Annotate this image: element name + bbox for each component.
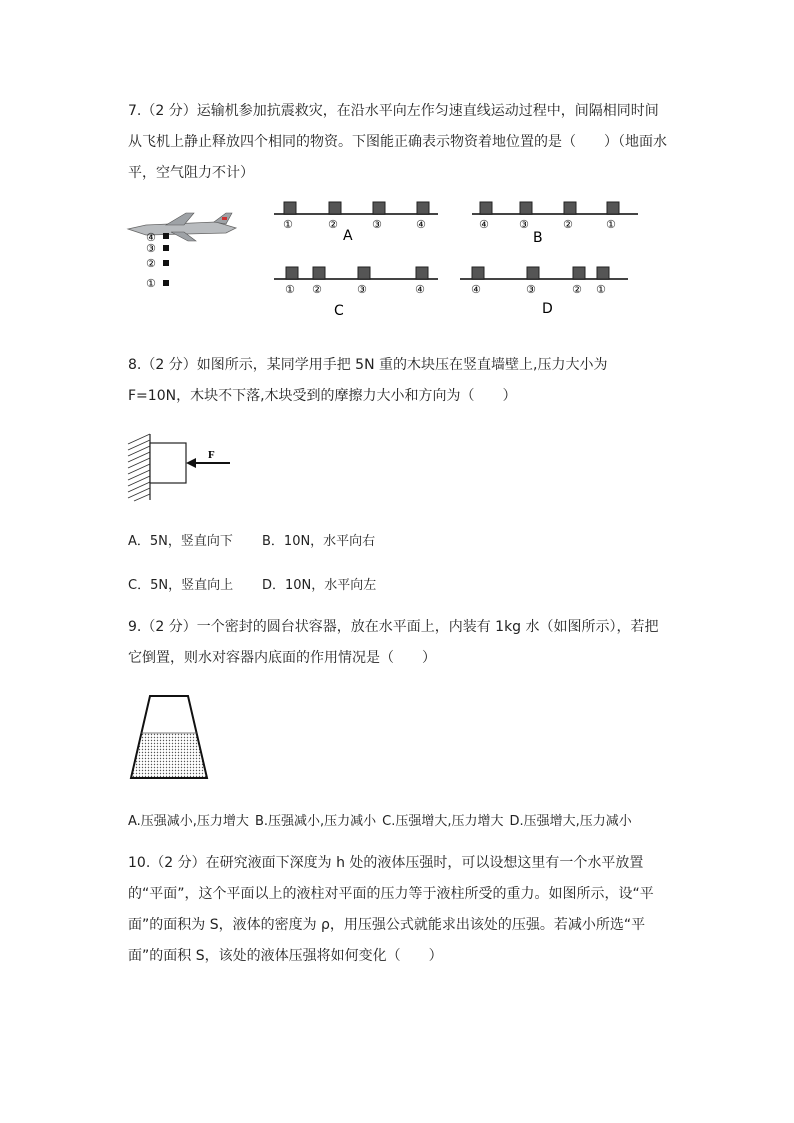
drop-label: ④ bbox=[146, 231, 156, 244]
drop-label: ② bbox=[146, 257, 156, 270]
question-7-text: 7.（2 分）运输机参加抗震救灾，在沿水平向左作匀速直线运动过程中，间隔相同时间从飞机上静止释放四个相同的物资。下图能正确表示物资着地位置的是（ ）（地面水平，空气阻力不计） bbox=[128, 103, 667, 181]
panel-label: A bbox=[343, 228, 353, 244]
question-9-text: 9.（2 分）一个密封的圆台状容器，放在水平面上，内装有 1kg 水（如图所示），若把它倒置，则水对容器内底面的作用情况是（ ） bbox=[128, 619, 659, 666]
panel-label: D bbox=[542, 301, 553, 317]
drop-label: ③ bbox=[146, 242, 156, 255]
panel-number: ③ bbox=[372, 218, 382, 231]
panel-number: ① bbox=[285, 283, 295, 296]
question-10-text: 10.（2 分）在研究液面下深度为 h 处的液体压强时，可以设想这里有一个水平放置的“平面”，这个平面以上的液柱对平面的压力等于液柱所受的重力。如图所示，设“平面”的面积为 S，液体的密度为 ρ，用压强公式就能求出该处的压强。若减小所选“平面”的面积 S，该处的液体压强将如何变化（ ） bbox=[128, 855, 654, 964]
option-c: C．5N，竖直向上 bbox=[128, 578, 234, 593]
panel-B bbox=[472, 202, 638, 246]
question-9-options bbox=[128, 810, 632, 829]
panel-number: ② bbox=[312, 283, 322, 296]
question-7-figure bbox=[126, 195, 656, 335]
wood-block bbox=[150, 443, 186, 483]
panel-A bbox=[274, 202, 438, 244]
panel-number: ① bbox=[606, 218, 616, 231]
question-8-text: 8.（2 分）如图所示，某同学用手把 5N 重的木块压在竖直墙壁上,压力大小为 F=10N，木块不下落,木块受到的摩擦力大小和方向为（ ） bbox=[128, 357, 608, 404]
drop-label: ① bbox=[146, 277, 156, 290]
panel-number: ② bbox=[328, 218, 338, 231]
panel-number: ① bbox=[596, 283, 606, 296]
panel-number: ④ bbox=[416, 218, 426, 231]
panel-label: B bbox=[533, 230, 543, 246]
question-8-options-row-1 bbox=[128, 530, 375, 549]
option-a: A.压强减小,压力增大 bbox=[128, 814, 249, 829]
airplane-icon bbox=[128, 213, 236, 241]
question-8-figure bbox=[124, 430, 244, 502]
option-b: B.压强减小,压力减小 bbox=[254, 814, 377, 829]
panel-number: ① bbox=[283, 218, 293, 231]
force-label: F bbox=[208, 449, 215, 461]
panel-number: ③ bbox=[519, 218, 529, 231]
panel-number: ④ bbox=[471, 283, 481, 296]
option-c: C.压强增大,压力增大 bbox=[382, 814, 504, 829]
panel-number: ② bbox=[572, 283, 582, 296]
panel-C bbox=[274, 267, 438, 319]
option-d: D.压强增大,压力减小 bbox=[509, 814, 632, 829]
question-9-figure bbox=[126, 694, 216, 784]
panel-number: ③ bbox=[357, 283, 367, 296]
drop-labels bbox=[146, 231, 169, 290]
option-a: A．5N，竖直向下 bbox=[128, 534, 233, 549]
question-8-options-row-2 bbox=[128, 574, 376, 593]
panel-D bbox=[460, 267, 628, 317]
option-d: D．10N，水平向左 bbox=[262, 578, 377, 593]
panel-number: ③ bbox=[526, 283, 536, 296]
panel-number: ② bbox=[563, 218, 573, 231]
panel-number: ④ bbox=[415, 283, 425, 296]
panel-label: C bbox=[334, 303, 344, 319]
panel-number: ④ bbox=[479, 218, 489, 231]
option-b: B．10N，水平向右 bbox=[262, 534, 376, 549]
